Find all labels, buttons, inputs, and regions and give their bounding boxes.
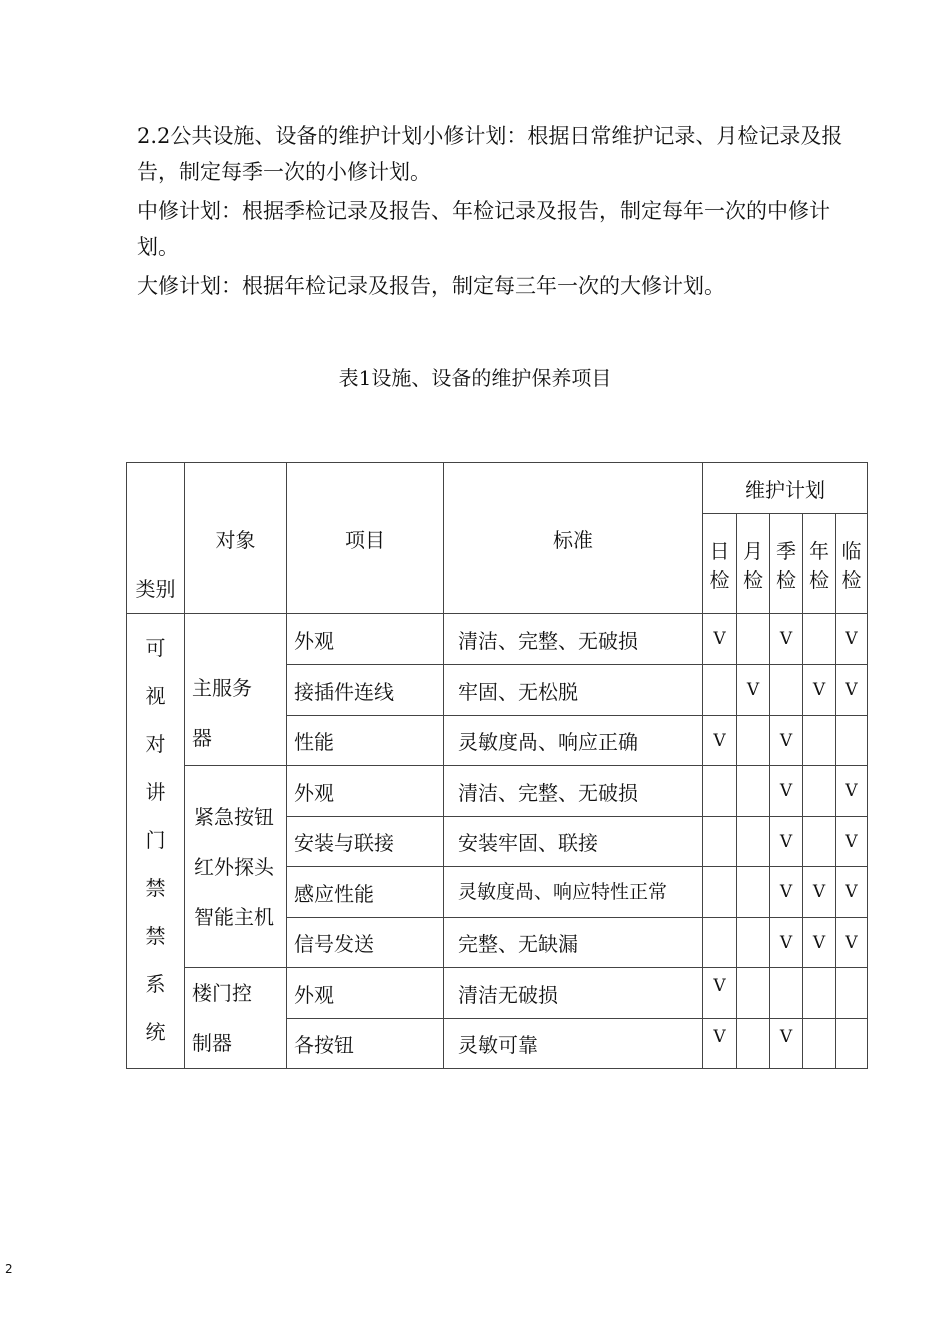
adhoc-mark (836, 716, 868, 766)
standard-cell: 清洁无破损 (444, 968, 703, 1019)
adhoc-mark: V (836, 817, 868, 867)
quarterly-mark (770, 968, 803, 1019)
monthly-mark: V (737, 665, 770, 716)
daily-mark (703, 918, 737, 968)
daily-mark (703, 817, 737, 867)
standard-cell: 灵敏度咼、响应正确 (444, 716, 703, 766)
daily-mark (703, 665, 737, 716)
header-monthly: 月检 (737, 514, 770, 614)
monthly-mark (737, 614, 770, 665)
daily-mark (703, 867, 737, 918)
yearly-mark (803, 1019, 836, 1069)
monthly-mark (737, 716, 770, 766)
table-caption: 表1设施、设备的维护保养项目 (338, 366, 612, 390)
monthly-mark (737, 867, 770, 918)
header-quarterly: 季检 (770, 514, 803, 614)
object-emergency-text: 紧急按钮红外探头智能主机 (194, 804, 274, 929)
category-char: 视 (145, 684, 166, 708)
monthly-mark (737, 918, 770, 968)
object-server (185, 614, 287, 766)
adhoc-mark (836, 1019, 868, 1069)
quarterly-mark: V (770, 766, 803, 817)
yearly-mark: V (803, 867, 836, 918)
standard-cell: 清洁、完整、无破损 (444, 614, 703, 665)
quarterly-mark: V (770, 817, 803, 867)
header-adhoc: 临检 (836, 514, 868, 614)
yearly-mark (803, 968, 836, 1019)
adhoc-mark: V (836, 665, 868, 716)
header-category-text: 类别 (135, 577, 176, 601)
daily-mark: V (703, 614, 737, 665)
quarterly-mark: V (770, 867, 803, 918)
header-category (127, 463, 185, 614)
paragraph-medium-repair: 中修计划：根据季检记录及报告、年检记录及报告，制定每年一次的中修计划。 (137, 199, 830, 259)
adhoc-mark: V (836, 918, 868, 968)
item-cell: 各按钮 (287, 1019, 444, 1069)
paragraph-minor-repair: 2.2公共设施、设备的维护计划小修计划：根据日常维护记录、月检记录及报告，制定每季一次的小修计划。 (137, 124, 843, 184)
adhoc-mark: V (836, 867, 868, 918)
header-item: 项目 (287, 463, 444, 614)
standard-cell: 完整、无缺漏 (444, 918, 703, 968)
header-yearly: 年检 (803, 514, 836, 614)
daily-mark: V (703, 968, 737, 1019)
item-cell: 外观 (287, 614, 444, 665)
standard-cell: 安装牢固、联接 (444, 817, 703, 867)
yearly-mark: V (803, 665, 836, 716)
daily-mark: V (703, 1019, 737, 1069)
yearly-mark (803, 817, 836, 867)
page-number: 2 (5, 1262, 13, 1276)
monthly-mark (737, 1019, 770, 1069)
quarterly-mark: V (770, 614, 803, 665)
object-door-controller (185, 968, 287, 1069)
yearly-mark (803, 614, 836, 665)
monthly-mark (737, 766, 770, 817)
paragraph-major-repair: 大修计划：根据年检记录及报告，制定每三年一次的大修计划。 (137, 274, 725, 298)
category-char: 对 (145, 732, 166, 756)
category-char: 可 (145, 636, 166, 660)
category-char: 禁 (145, 876, 166, 900)
standard-cell: 清洁、完整、无破损 (444, 766, 703, 817)
header-standard: 标准 (444, 463, 703, 614)
yearly-mark (803, 716, 836, 766)
category-char: 讲 (145, 780, 166, 804)
yearly-mark: V (803, 918, 836, 968)
daily-mark (703, 766, 737, 817)
yearly-mark (803, 766, 836, 817)
item-cell: 外观 (287, 766, 444, 817)
monthly-mark (737, 968, 770, 1019)
adhoc-mark (836, 968, 868, 1019)
adhoc-mark: V (836, 614, 868, 665)
item-cell: 外观 (287, 968, 444, 1019)
category-char: 统 (145, 1020, 166, 1044)
adhoc-mark: V (836, 766, 868, 817)
standard-cell: 灵敏度咼、响应特性正常 (444, 867, 703, 918)
standard-cell: 灵敏可靠 (444, 1019, 703, 1069)
daily-mark: V (703, 716, 737, 766)
monthly-mark (737, 817, 770, 867)
object-door-controller-text: 楼门控制器 (192, 981, 252, 1055)
quarterly-mark: V (770, 1019, 803, 1069)
header-object: 对象 (185, 463, 287, 614)
item-cell: 安装与联接 (287, 817, 444, 867)
quarterly-mark (770, 665, 803, 716)
category-char: 门 (145, 828, 166, 852)
category-char: 系 (145, 972, 166, 996)
header-maintenance-plan: 维护计划 (703, 463, 868, 514)
object-emergency (185, 766, 287, 968)
item-cell: 感应性能 (287, 867, 444, 918)
header-daily: 日检 (703, 514, 737, 614)
category-cell (127, 614, 185, 1069)
quarterly-mark: V (770, 716, 803, 766)
standard-cell: 牢固、无松脱 (444, 665, 703, 716)
quarterly-mark: V (770, 918, 803, 968)
object-server-text: 主服务器 (192, 676, 252, 750)
maintenance-table (126, 462, 868, 1069)
item-cell: 性能 (287, 716, 444, 766)
item-cell: 接插件连线 (287, 665, 444, 716)
item-cell: 信号发送 (287, 918, 444, 968)
category-char: 禁 (145, 924, 166, 948)
